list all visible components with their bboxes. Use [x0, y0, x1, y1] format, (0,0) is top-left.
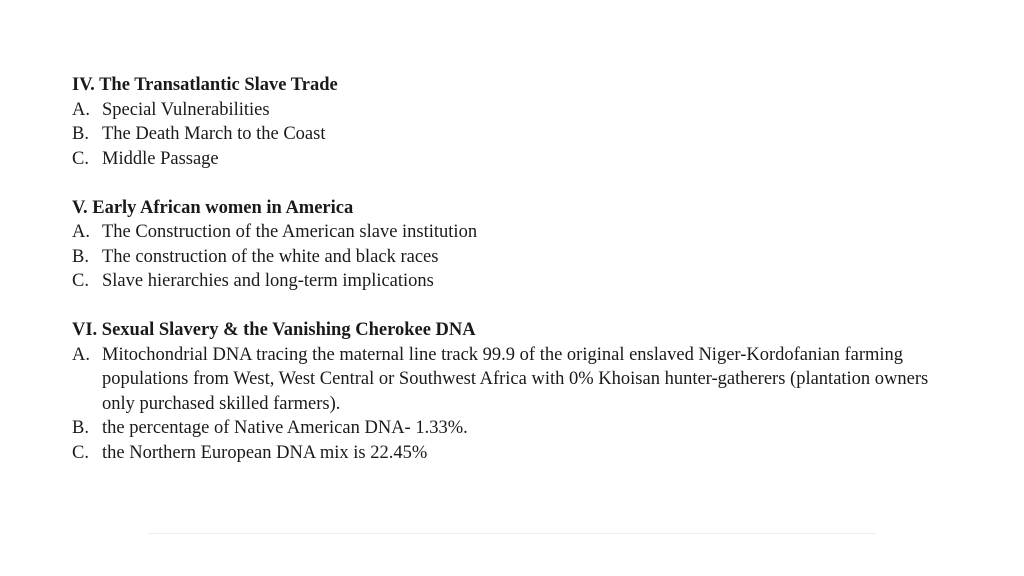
list-item — [72, 98, 952, 123]
item-text: The Construction of the American slave institution — [102, 222, 478, 242]
section-heading: V. Early African women in America — [72, 197, 354, 218]
list-item — [72, 122, 952, 147]
slide-content — [72, 73, 952, 465]
item-letter: A. — [72, 99, 90, 120]
list-item — [72, 269, 952, 294]
footer-divider — [148, 533, 876, 534]
item-letter: C. — [72, 442, 89, 463]
section-vi — [72, 318, 952, 465]
section-v — [72, 196, 952, 294]
item-letter: B. — [72, 246, 89, 267]
item-letter: C. — [72, 271, 89, 291]
item-text: The Death March to the Coast — [102, 124, 326, 144]
item-letter: B. — [72, 418, 89, 438]
section-iv — [72, 73, 952, 171]
item-text: Special Vulnerabilities — [102, 99, 270, 120]
item-text: Middle Passage — [102, 148, 219, 169]
item-letter: A. — [72, 344, 90, 365]
item-letter: C. — [72, 148, 89, 169]
list-item — [72, 416, 952, 441]
item-text: Mitochondrial DNA tracing the maternal line track 99.9 of the original enslaved Niger-Kordofanian farming populations from West, West Central or Southwest Africa with 0% Khoisan hunter-gatherers (plantation owners only purchased skilled farmers). — [102, 344, 929, 414]
section-heading: IV. The Transatlantic Slave Trade — [72, 75, 338, 95]
item-text: the Northern European DNA mix is 22.45% — [102, 442, 428, 463]
list-item — [72, 245, 952, 270]
item-text: the percentage of Native American DNA- 1.33%. — [102, 418, 468, 438]
section-heading: VI. Sexual Slavery & the Vanishing Cherokee DNA — [72, 320, 476, 340]
list-item — [72, 343, 952, 417]
item-text: Slave hierarchies and long-term implications — [102, 271, 434, 291]
item-text: The construction of the white and black races — [102, 246, 439, 267]
list-item — [72, 147, 952, 172]
list-item — [72, 220, 952, 245]
item-letter: A. — [72, 222, 90, 242]
item-letter: B. — [72, 124, 89, 144]
list-item — [72, 441, 952, 466]
